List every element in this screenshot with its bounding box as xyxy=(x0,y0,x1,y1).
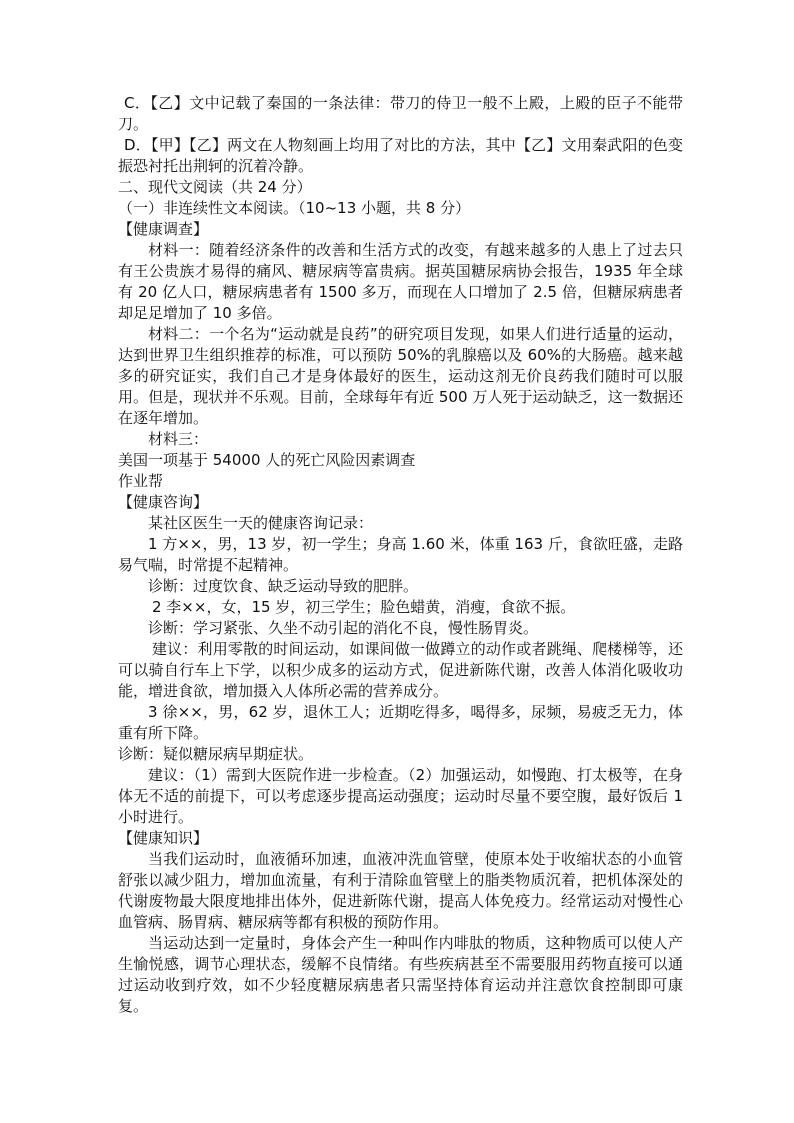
material-two: 材料二：一个名为“运动就是良药”的研究项目发现，如果人们进行适量的运动，达到世界卫生组织推荐的标准，可以预防 50%的乳腺癌以及 60%的大肠癌。越来越多的研究证实，我们自己才是身体最好的医生，运动这剂无价良药我们随时可以服用。但是，现状并不乐观。目前，全球每年有近 500 万人死于运动缺乏，这一数据还在逐年增加。 xyxy=(118,325,683,427)
case-one-diagnosis: 诊断：过度饮食、缺乏运动导致的肥胖。 xyxy=(148,577,419,595)
case-one: 1 方××，男，13 岁，初一学生；身高 1.60 米，体重 163 斤，食欲旺盛，走路易气喘，时常提不起精神。 xyxy=(118,535,683,574)
case-two-advice: 建议：利用零散的时间运动，如课间做一做蹲立的动作或者跳绳、爬楼梯等，还可以骑自行车上下学，以积少成多的运动方式，促进新陈代谢，改善人体消化吸收功能，增进食欲，增加摄入人体所必需的营养成分。 xyxy=(118,640,683,700)
option-c: C．【乙】文中记载了秦国的一条法律：带刀的侍卫一般不上殿，上殿的臣子不能带刀。 xyxy=(118,94,683,133)
option-d: D．【甲】【乙】两文在人物刻画上均用了对比的方法，其中【乙】文用秦武阳的色变振恐衬托出荆轲的沉着冷静。 xyxy=(118,136,683,175)
material-three-label: 材料三： xyxy=(148,430,209,448)
case-two-diagnosis: 诊断：学习紧张、久坐不动引起的消化不良，慢性肠胃炎。 xyxy=(148,619,539,637)
case-three-diagnosis: 诊断：疑似糖尿病早期症状。 xyxy=(118,745,314,763)
material-three-caption: 美国一项基于 54000 人的死亡风险因素调查 xyxy=(118,451,416,469)
heading-health-survey: 【健康调查】 xyxy=(118,220,209,238)
case-three-advice: 建议：（1）需到大医院作进一步检查。（2）加强运动，如慢跑、打太极等，在身体无不适的前提下，可以考虑逐步提高运动强度；运动时尽量不要空腹，最好饭后 1 小时进行。 xyxy=(118,766,683,826)
section-heading-modern-reading: 二、现代文阅读（共 24 分） xyxy=(118,178,312,196)
consult-intro: 某社区医生一天的健康咨询记录： xyxy=(148,514,374,532)
case-three: 3 徐××，男，62 岁，退休工人；近期吃得多，喝得多，尿频，易疲乏无力，体重有所下降。 xyxy=(118,703,683,742)
knowledge-two: 当运动达到一定量时，身体会产生一种叫作内啡肽的物质，这种物质可以使人产生愉悦感，调节心理状态，缓解不良情绪。有些疾病甚至不需要服用药物直接可以通过运动收到疗效，如不少轻度糖尿病患者只需坚持体育运动并注意饮食控制即可康复。 xyxy=(118,934,683,1015)
watermark-text: 作业帮 xyxy=(118,472,164,490)
knowledge-one: 当我们运动时，血液循环加速，血液冲洗血管壁，使原本处于收缩状态的小血管舒张以减少阻力，增加血流量，有利于清除血管壁上的脂类物质沉着，把机体深处的代谢废物最大限度地排出体外，促进新陈代谢，提高人体免疫力。经常运动对慢性心血管病、肠胃病、糖尿病等都有积极的预防作用。 xyxy=(118,850,683,931)
heading-health-consult: 【健康咨询】 xyxy=(118,493,209,511)
heading-health-knowledge: 【健康知识】 xyxy=(118,829,209,847)
case-two: 2 李××，女，15 岁，初三学生；脸色蜡黄，消瘦，食欲不振。 xyxy=(152,598,576,616)
document-page xyxy=(118,93,683,1017)
material-one: 材料一：随着经济条件的改善和生活方式的改变，有越来越多的人患上了过去只有王公贵族才易得的痛风、糖尿病等富贵病。据英国糖尿病协会报告，1935 年全球有 20 亿人口，糖尿病患者有 1500 多万，而现在人口增加了 2.5 倍，但糖尿病患者却足足增加了 10 多倍。 xyxy=(118,241,683,322)
subsection-heading-non-continuous: （一）非连续性文本阅读。（10~13 小题，共 8 分） xyxy=(118,199,471,217)
